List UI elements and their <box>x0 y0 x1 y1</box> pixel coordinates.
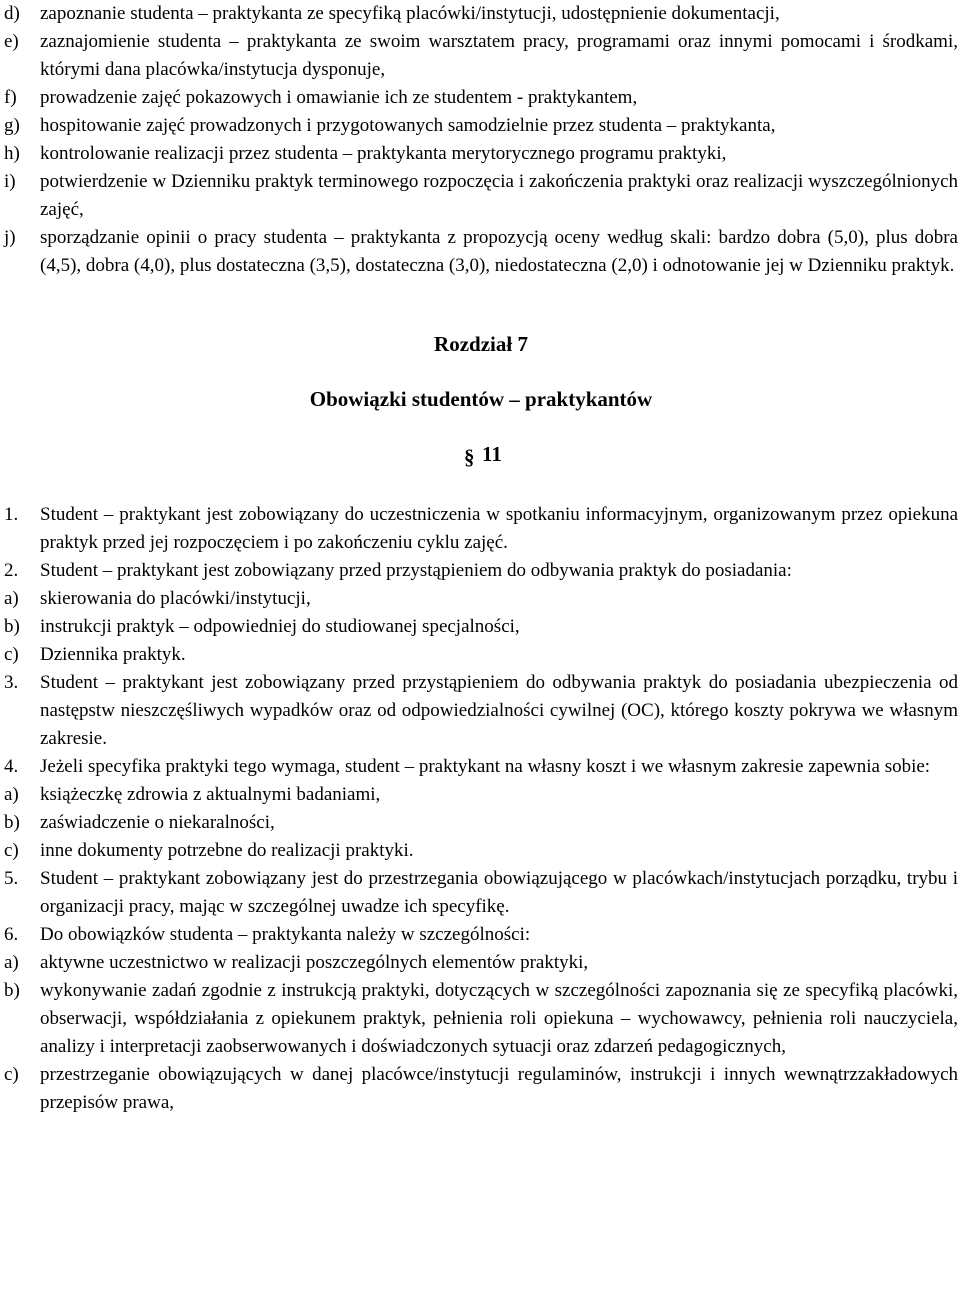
list-marker: i) <box>4 171 16 192</box>
list-item <box>4 585 958 613</box>
chapter-heading <box>4 280 958 501</box>
list-marker: a) <box>4 784 19 805</box>
chapter-title: Rozdział 7 <box>434 332 528 356</box>
list-text: sporządzanie opinii o pracy studenta – praktykanta z propozycją oceny według skali: bardzo dobra (5,0), plus dobra (4,5), dobra (4,0), plus dostateczna (3,5), dostateczna (3,0), niedostateczna (2,0) i odnotowanie jej w Dzienniku praktyk. <box>40 227 958 276</box>
list-text: potwierdzenie w Dzienniku praktyk terminowego rozpoczęcia i zakończenia praktyki oraz realizacji wyszczególnionych zajęć, <box>40 171 958 220</box>
list-item <box>4 977 958 1061</box>
list-text: przestrzeganie obowiązujących w danej placówce/instytucji regulaminów, instrukcji i innych wewnątrzzakładowych przepisów prawa, <box>40 1064 958 1113</box>
list-marker: j) <box>4 227 16 248</box>
list-item <box>4 557 958 585</box>
list-item <box>4 501 958 557</box>
list-marker: 1. <box>4 504 19 525</box>
list-marker: 2. <box>4 560 19 581</box>
list-text: zaznajomienie studenta – praktykanta ze swoim warsztatem pracy, programami oraz innymi pomocami i środkami, którymi dana placówka/instytucja dysponuje, <box>40 31 958 80</box>
list-item <box>4 641 958 669</box>
list-item <box>4 809 958 837</box>
list-text: hospitowanie zajęć prowadzonych i przygotowanych samodzielnie przez studenta – praktykanta, <box>40 115 776 136</box>
list-item <box>4 140 958 168</box>
list-item <box>4 1061 958 1117</box>
list-text: inne dokumenty potrzebne do realizacji praktyki. <box>40 840 414 861</box>
list-text: skierowania do placówki/instytucji, <box>40 588 311 609</box>
list-item <box>4 837 958 865</box>
list-marker: 4. <box>4 756 19 777</box>
list-item <box>4 669 958 753</box>
list-text: wykonywanie zadań zgodnie z instrukcją praktyki, dotyczących w szczególności zapoznania się ze specyfiką placówki, obserwacji, współdziałania z opiekunem praktyk, pełnienia roli opiekuna – wychowawcy, pełnienia roli nauczyciela, analizy i interpretacji zaobserwowanych i doświadczonych sytuacji oraz zdarzeń pedagogicznych, <box>40 980 958 1057</box>
list-text: Student – praktykant jest zobowiązany przed przystąpieniem do odbywania praktyk do posiadania ubezpieczenia od następstw nieszczęśliwych wypadków oraz od odpowiedzialności cywilnej (OC), którego koszty pokrywa we własnym zakresie. <box>40 672 958 749</box>
list-item <box>4 781 958 809</box>
list-text: Student – praktykant zobowiązany jest do przestrzegania obowiązującego w placówkach/instytucjach porządku, trybu i organizacji pracy, mając w szczególnej uwadze ich specyfikę. <box>40 868 958 917</box>
list-item <box>4 224 958 280</box>
list-text: instrukcji praktyk – odpowiedniej do studiowanej specjalności, <box>40 616 520 637</box>
section-number: 11 <box>482 442 502 466</box>
list-item <box>4 84 958 112</box>
list-text: Do obowiązków studenta – praktykanta należy w szczególności: <box>40 924 531 945</box>
list-marker: b) <box>4 812 20 833</box>
list-item <box>4 921 958 949</box>
list-item <box>4 949 958 977</box>
list-marker: a) <box>4 952 19 973</box>
list-top <box>4 0 958 280</box>
section-symbol: § <box>464 445 475 469</box>
list-item <box>4 28 958 84</box>
list-marker: c) <box>4 840 19 861</box>
chapter-subtitle: Obowiązki studentów – praktykantów <box>309 387 653 411</box>
list-marker: f) <box>4 87 17 108</box>
list-marker: a) <box>4 588 19 609</box>
list-text: Dziennika praktyk. <box>40 644 186 665</box>
list-text: Jeżeli specyfika praktyki tego wymaga, student – praktykant na własny koszt i we własnym zakresie zapewnia sobie: <box>40 756 931 777</box>
list-marker: b) <box>4 616 20 637</box>
list-marker: 3. <box>4 672 19 693</box>
list-marker: g) <box>4 115 20 136</box>
list-item <box>4 613 958 641</box>
list-marker: e) <box>4 31 19 52</box>
list-text: książeczkę zdrowia z aktualnymi badaniami, <box>40 784 381 805</box>
list-text: zapoznanie studenta – praktykanta ze specyfiką placówki/instytucji, udostępnienie dokumentacji, <box>40 3 780 24</box>
list-text: Student – praktykant jest zobowiązany do uczestniczenia w spotkaniu informacyjnym, organizowanym przez opiekuna praktyk przed jej rozpoczęciem i po zakończeniu cyklu zajęć. <box>40 504 958 553</box>
list-marker: h) <box>4 143 20 164</box>
list-marker: c) <box>4 1064 19 1085</box>
list-item <box>4 168 958 224</box>
list-item <box>4 753 958 781</box>
list-bottom <box>4 501 958 1117</box>
list-marker: d) <box>4 3 20 24</box>
list-item <box>4 0 958 28</box>
list-text: prowadzenie zajęć pokazowych i omawianie ich ze studentem - praktykantem, <box>40 87 638 108</box>
list-marker: b) <box>4 980 20 1001</box>
list-text: aktywne uczestnictwo w realizacji poszczególnych elementów praktyki, <box>40 952 589 973</box>
list-marker: 6. <box>4 924 19 945</box>
list-text: kontrolowanie realizacji przez studenta – praktykanta merytorycznego programu praktyki, <box>40 143 727 164</box>
list-text: Student – praktykant jest zobowiązany przed przystąpieniem do odbywania praktyk do posiadania: <box>40 560 792 581</box>
list-text: zaświadczenie o niekaralności, <box>40 812 275 833</box>
list-item <box>4 865 958 921</box>
list-item <box>4 112 958 140</box>
list-marker: 5. <box>4 868 19 889</box>
list-marker: c) <box>4 644 19 665</box>
